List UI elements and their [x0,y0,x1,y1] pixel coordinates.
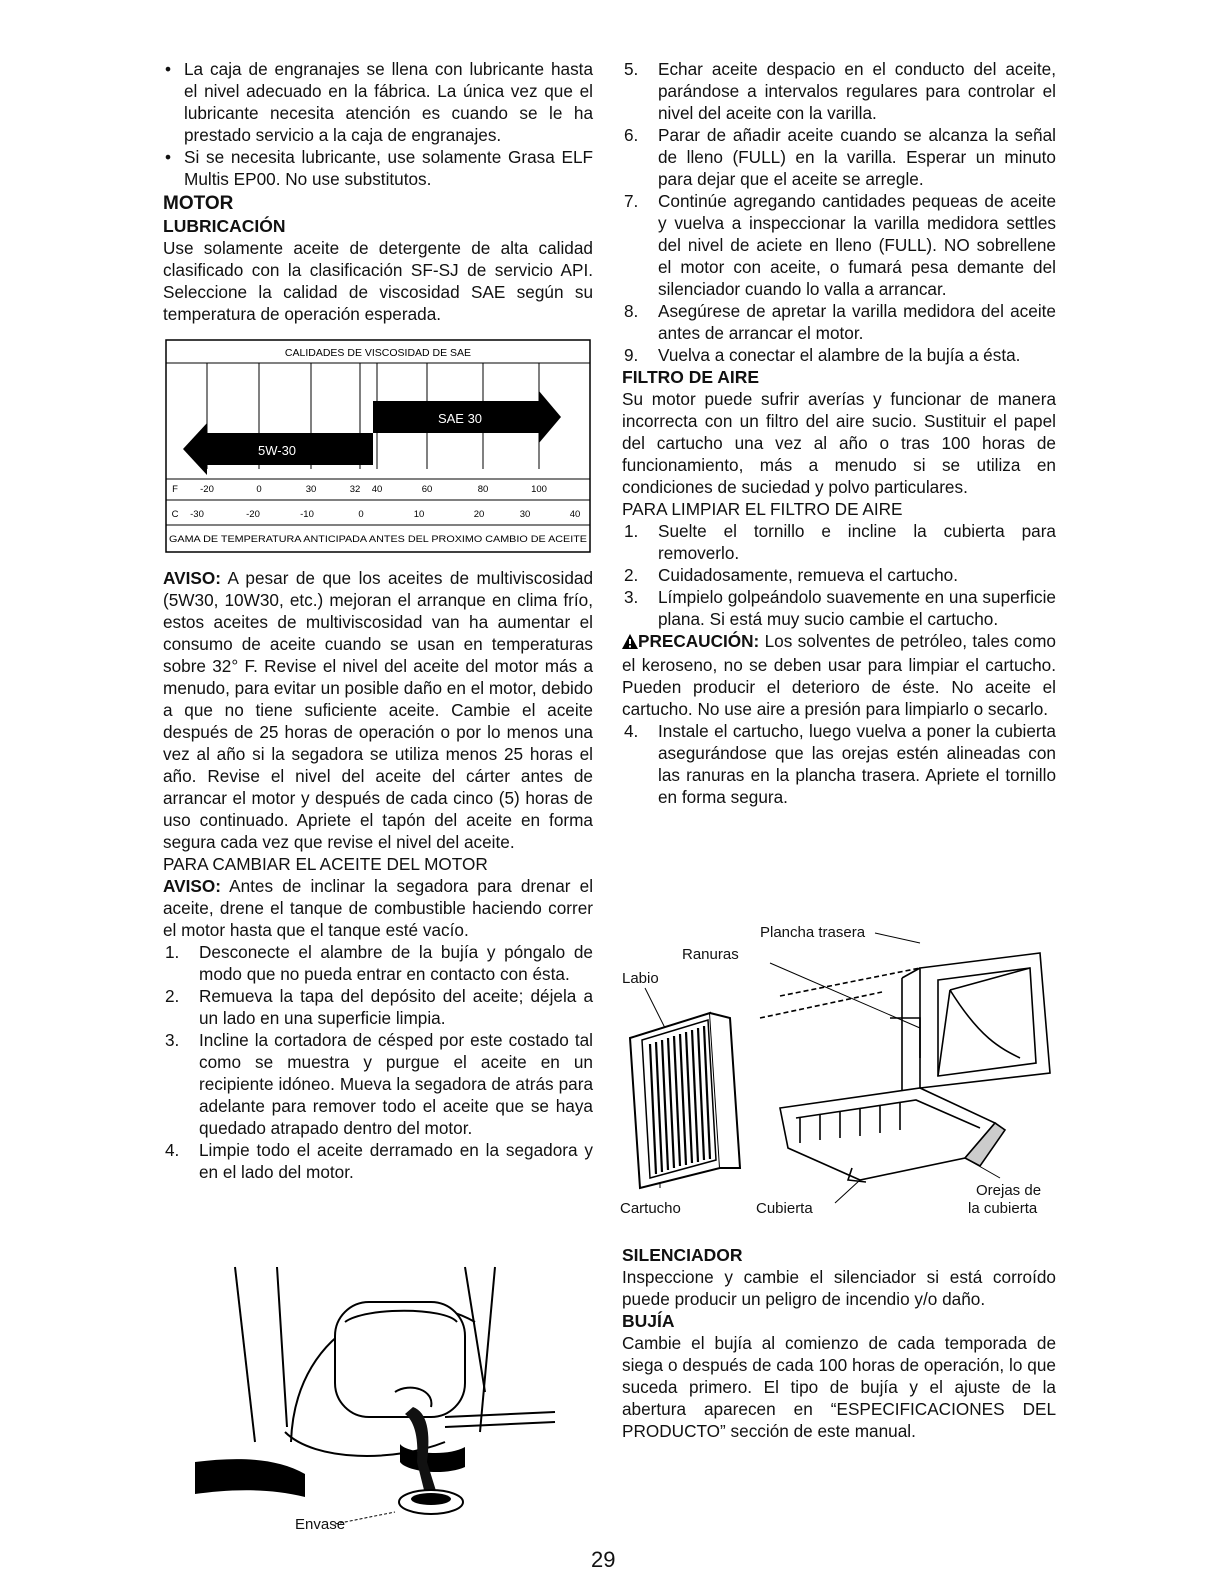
lubricacion-heading: LUBRICACIÓN [163,216,286,236]
step-number: 4. [165,1140,180,1160]
viscosity-chart [165,339,591,553]
chart-footer: GAMA DE TEMPERATURA ANTICIPADA ANTES DEL PROXIMO CAMBIO DE ACEITE [169,534,587,544]
list-item [622,58,1056,124]
c-tick: 10 [413,509,425,520]
c-unit: C [171,509,179,520]
list-item [622,586,1056,630]
step-number: 6. [624,125,639,145]
left-column [163,58,593,1183]
step-text: Suelte el tornillo e incline la cubierta para removerlo. [658,521,1056,563]
filtro-paragraph: Su motor puede sufrir averías y funcionar de manera incorrecta con un filtro del aire sucio. Sustituir el papel del cartucho una vez al año o tras 100 horas de funcionamiento, más a menudo si se utiliza en condiciones de suciedad y polvo particulares. [622,389,1056,497]
step-text: Limpie todo el aceite derramado en la segadora y en el lado del motor. [199,1140,593,1182]
list-item [622,190,1056,300]
step-text: Vuelva a conectar el alambre de la bujía a ésta. [658,345,1021,365]
step-number: 8. [624,301,639,321]
cambiar-aceite-heading: PARA CAMBIAR EL ACEITE DEL MOTOR [163,854,488,874]
list-item [622,124,1056,190]
step-text: Desconecte el alambre de la bujía y póngalo de modo que no pueda entrar en contacto con ésta. [199,942,593,984]
label-cartucho: Cartucho [620,1200,681,1217]
step-number: 3. [624,587,639,607]
oil-drain-svg [195,1262,575,1542]
filter-steps [622,520,1056,630]
c-tick: -10 [300,509,314,520]
list-item [622,720,1056,808]
f-unit: F [172,484,178,495]
air-filter-illustration [620,918,1060,1226]
viscosity-chart-svg [165,339,591,553]
label-ranuras: Ranuras [682,946,739,963]
label-labio: Labio [622,970,659,987]
label-envase: Envase [295,1516,346,1533]
f-tick: 30 [305,484,317,495]
list-item [163,1139,593,1183]
list-item [163,1029,593,1139]
f-tick: -20 [200,484,214,495]
aviso-label: AVISO: [163,568,221,588]
limpiar-filtro-heading: PARA LIMPIAR EL FILTRO DE AIRE [622,499,903,519]
f-tick: 0 [256,484,262,495]
step-number: 4. [624,721,639,741]
page-number: 29 [591,1547,616,1572]
step-number: 7. [624,191,639,211]
bujia-paragraph: Cambie el bujía al comienzo de cada temporada de siega o después de cada 100 horas de operación, lo que suceda primero. El tipo de bujía y el ajuste de la abertura aparecen en “ESPECIFICACIONES DEL PRODUCTO” sección de este manual. [622,1333,1056,1441]
label-cubierta: Cubierta [756,1200,813,1217]
lubricacion-paragraph: Use solamente aceite de detergente de alta calidad clasificado con la clasificación SF-SJ de servicio API. Seleccione la calidad de viscosidad SAE según su temperatura de operación esperada. [163,238,593,324]
filter-step-4 [622,720,1056,808]
step-number: 5. [624,59,639,79]
c-tick: 30 [519,509,531,520]
list-item [622,564,1056,586]
list-item [622,520,1056,564]
step-text: Instale el cartucho, luego vuelva a poner la cubierta asegurándose que las orejas estén alineadas con las ranuras en la plancha trasera. Apriete el tornillo en forma segura. [658,721,1056,807]
bullet-item: • Si se necesita lubricante, use solamente Grasa ELF Multis EP00. No use substitutos. [163,146,593,190]
list-item [163,985,593,1029]
f-tick: 40 [371,484,383,495]
bullet-item: • La caja de engranajes se llena con lubricante hasta el nivel adecuado en la fábrica. La única vez que el lubricante necesita atención es cuando se le ha prestado servicio a la caja de engranajes. [163,58,593,146]
label-orejas-2: la cubierta [968,1200,1038,1217]
label-sae30: SAE 30 [437,411,483,426]
air-filter-svg [620,918,1060,1226]
c-tick: -20 [246,509,260,520]
bujia-heading: BUJÍA [622,1311,675,1331]
f-tick: 100 [531,484,547,495]
right-column-lower [622,1244,1056,1442]
list-item [163,941,593,985]
silenciador-paragraph: Inspeccione y cambie el silenciador si está corroído puede producir un peligro de incendio y/o daño. [622,1267,1056,1309]
label-orejas-1: Orejas de [976,1182,1042,1199]
label-plancha-trasera: Plancha trasera [760,924,866,941]
gearbox-bullets [163,58,593,190]
step-number: 9. [624,345,639,365]
c-tick: 0 [358,509,364,520]
step-number: 2. [624,565,639,585]
f-tick: 80 [477,484,489,495]
warning-triangle-icon [622,632,638,654]
step-number: 1. [165,942,180,962]
aviso-drain [163,875,593,941]
step-text: Incline la cortadora de césped por este costado tal como se muestra y purgue el aceite en un recipiente idóneo. Mueva la segadora de atrás para adelante para remover todo el aceite que se haya quedado atrapado dentro del motor. [199,1030,593,1138]
list-item [622,300,1056,344]
silenciador-heading: SILENCIADOR [622,1245,743,1265]
aviso-multiviscosity [163,567,593,853]
motor-heading: MOTOR [163,193,234,214]
filtro-heading: FILTRO DE AIRE [622,367,760,387]
f-tick: 32 [349,484,361,495]
label-5w30: 5W-30 [257,443,297,458]
c-tick: 20 [473,509,485,520]
step-text: Parar de añadir aceite cuando se alcanza la señal de lleno (FULL) en la varilla. Esperar un minuto para dejar que el aceite se arregle. [658,125,1056,189]
oil-fill-steps [622,58,1056,366]
step-text: Echar aceite despacio en el conducto del aceite, parándose a intervalos regulares para controlar el nivel del aceite con la varilla. [658,59,1056,123]
aviso-label: AVISO: [163,876,221,896]
right-column [622,58,1056,808]
cartridge-shape [630,1013,740,1188]
step-number: 3. [165,1030,180,1050]
step-text: Cuidadosamente, remueva el cartucho. [658,565,958,585]
list-item [622,344,1056,366]
precaucion-paragraph [622,630,1056,720]
precaucion-label: PRECAUCIÓN: [638,631,760,651]
step-text: Límpielo golpeándolo suavemente en una superficie plana. Si está muy sucio cambie el cartucho. [658,587,1056,629]
f-tick: 60 [421,484,433,495]
step-text: Remueva la tapa del depósito del aceite; déjela a un lado en una superficie limpia. [199,986,593,1028]
step-number: 1. [624,521,639,541]
aviso-text: Antes de inclinar la segadora para drenar el aceite, drene el tanque de combustible haciendo correr el motor hasta que el tanque esté vacío. [163,876,594,940]
step-text: Asegúrese de apretar la varilla medidora del aceite antes de arrancar el motor. [658,301,1056,343]
step-number: 2. [165,986,180,1006]
step-text: Continúe agregando cantidades pequeas de aceite y vuelva a inspeccionar la varilla medidora settles del nivel de aciete en lleno (FULL). NO sobrellene el motor con aceite, o fumará pesa demante del silenciador cuando lo valla a arrancar. [658,191,1056,299]
chart-title: CALIDADES DE VISCOSIDAD DE SAE [284,347,472,359]
oil-change-steps [163,941,593,1183]
precaucion-text: Los solventes de petróleo, tales como el keroseno, no se deben usar para limpiar el cartucho. Pueden producir el deterioro de éste. No aceite el cartucho. No use aire a presión para limpiarlo o secarlo. [622,631,1056,719]
aviso-text: A pesar de que los aceites de multiviscosidad (5W30, 10W30, etc.) mejoran el arranque en clima frío, estos aceites de multiviscosidad van ha aumentar el consumo de aceite cuando se usan en temperaturas sobre 32° F. Revise el nivel del aceite del motor más a menudo, para evitar un posible daño en el motor, debido a que no tiene suficiente aceite. Cambie el aceite después de 25 horas de operación o por lo menos una vez al año si la segadora se utiliza menos 25 horas el año. Revise el nivel del aceite del cárter antes de arrancar el motor y después de cada cinco (5) horas de uso continuado. Apriete el tapón del aceite en forma segura cada vez que revise el nivel del aceite. [163,568,594,852]
c-tick: 40 [569,509,581,520]
c-tick: -30 [190,509,204,520]
oil-drain-illustration [195,1262,575,1542]
